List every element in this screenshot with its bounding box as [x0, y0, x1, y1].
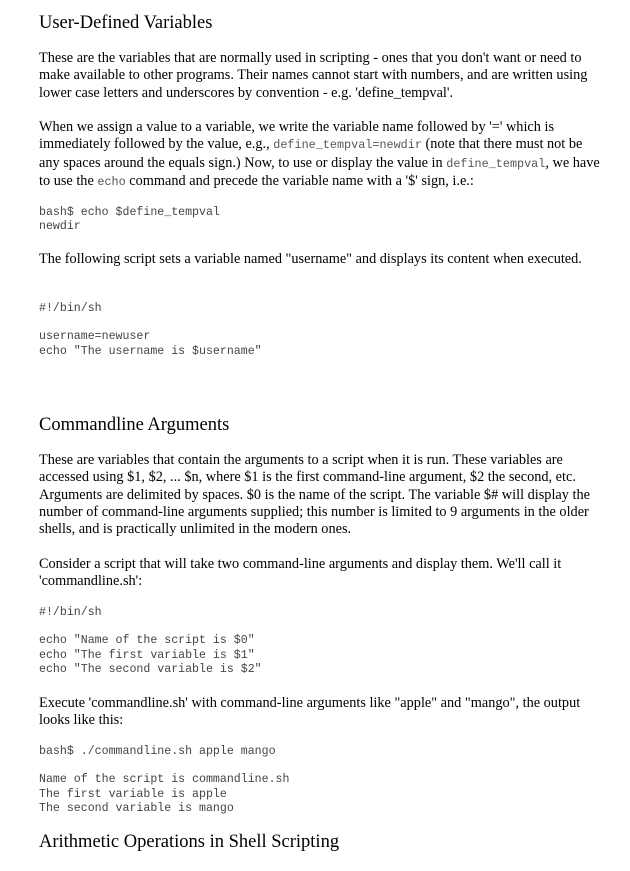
text-segment: When we assign a value to a variable, we write the variable name followed by '=' which is immediately followed by the value, e.g., — [39, 119, 555, 153]
inline-code-echo: echo — [97, 174, 126, 189]
paragraph-execute-commandline: Execute 'commandline.sh' with command-line arguments like "apple" and "mango", the output looks like this: — [39, 695, 581, 729]
text-segment: command and precede the variable name with a '$' sign, i.e.: — [125, 172, 474, 189]
heading-arithmetic-operations: Arithmetic Operations in Shell Scripting — [39, 832, 340, 852]
inline-code-variable: define_tempval — [446, 156, 546, 171]
code-block-commandline-output: bash$ ./commandline.sh apple mango Name of the script is commandline.sh The first variable is apple The second variable is mango — [39, 745, 290, 815]
paragraph-username-script: The following script sets a variable named "username" and displays its content when executed. — [39, 251, 582, 267]
inline-code-assignment: define_tempval=newdir — [273, 138, 422, 153]
paragraph-commandline-intro: These are variables that contain the arguments to a script when it is run. These variables are accessed using $1, $2, ... $n, where $1 is the first command-line argument, $2 the second, etc. Arguments are delimited by spaces. $0 is the name of the script. The variable $# will display the number of command-line arguments supplied; this number is limited to 9 arguments in the older shells, and is practically unlimited in the modern ones. — [39, 452, 590, 538]
text-segment: (note that there must not be any spaces around the equals sign.) Now, to use or display the value in — [39, 136, 583, 171]
paragraph-assign-variable — [39, 119, 604, 191]
paragraph-user-variables-intro: These are the variables that are normally used in scripting - ones that you don't want or need to make available to other programs. Their names cannot start with numbers, and are written using lower case letters and underscores by convention - e.g. 'define_tempval'. — [39, 50, 588, 101]
paragraph-commandline-script: Consider a script that will take two command-line arguments and display them. We'll call it 'commandline.sh': — [39, 556, 562, 590]
code-block-username-script: #!/bin/sh username=newuser echo "The username is $username" — [39, 302, 262, 358]
code-block-echo-example: bash$ echo $define_tempval newdir — [39, 206, 220, 234]
code-block-commandline-script: #!/bin/sh echo "Name of the script is $0" echo "The first variable is $1" echo "The second variable is $2" — [39, 606, 262, 676]
heading-user-defined-variables: User-Defined Variables — [39, 13, 213, 33]
heading-commandline-arguments: Commandline Arguments — [39, 415, 230, 435]
text-segment: , we have to use the — [39, 154, 600, 189]
